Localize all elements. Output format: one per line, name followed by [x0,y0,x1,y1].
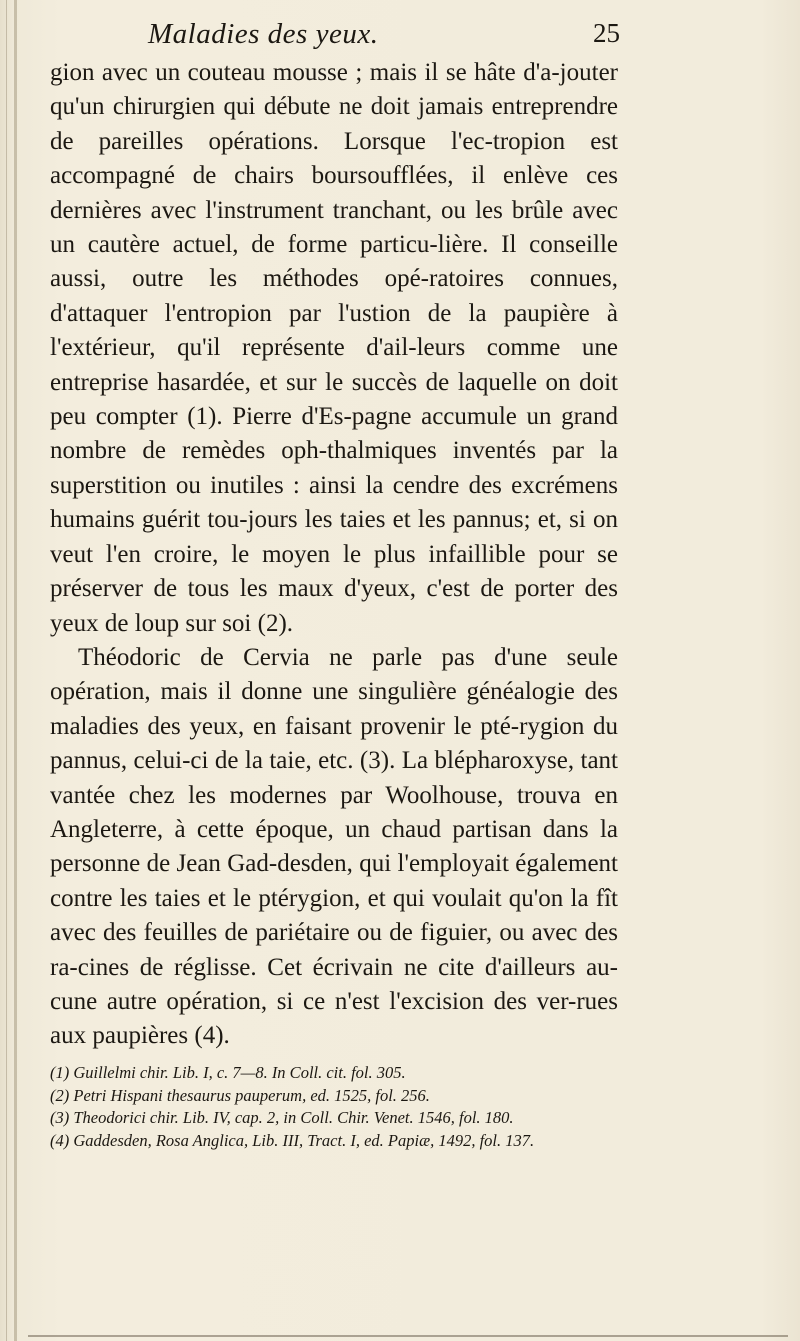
footnote: (4) Gaddesden, Rosa Anglica, Lib. III, Tract. I, ed. Papiæ, 1492, fol. 137. [50,1130,535,1150]
page-gutter-line [14,0,17,1341]
page-header [148,18,620,58]
footnote: (3) Theodorici chir. Lib. IV, cap. 2, in Coll. Chir. Venet. 1546, fol. 180. [50,1108,514,1127]
footnote: (1) Guillelmi chir. Lib. I, c. 7—8. In Coll. cit. fol. 305. [50,1063,406,1082]
paragraph: Théodoric de Cervia ne parle pas d'une seule opération, mais il donne une singulière généalogie des maladies des yeux, en faisant provenir le pté-rygion du pannus, celui-ci de la taie, etc. (3). La blépharoxyse, tant vantée chez les modernes par Woolhouse, trouva en Angleterre, à cette époque, un chaud partisan dans la personne de Jean Gad-desden, qui l'employait également contre les taies et le ptérygion, et qui voulait qu'on la fît avec des feuilles de pariétaire ou de figuier, ou avec des ra-cines de réglisse. Cet écrivain ne cite d'ailleurs au-cune autre opération, si ce n'est l'excision des ver-rues aux paupières (4). [50,643,618,1050]
footnote: (2) Petri Hispani thesaurus pauperum, ed. 1525, fol. 256. [50,1085,430,1105]
page-number: 25 [593,18,620,48]
page-bottom-edge [28,1335,788,1337]
running-title: Maladies des yeux. [148,18,379,50]
footnotes [50,1062,622,1152]
main-text [50,56,618,1054]
paragraph: gion avec un couteau mousse ; mais il se hâte d'a-jouter qu'un chirurgien qui débute ne doit jamais entreprendre de pareilles opérations. Lorsque l'ec-tropion est accompagné de chairs boursoufflées, il enlève ces dernières avec l'instrument tranchant, ou les brûle avec un cautère actuel, de forme particu-lière. Il conseille aussi, outre les méthodes opé-ratoires connues, d'attaquer l'entropion par l'ustion de la paupière à l'extérieur, qu'il représente d'ail-leurs comme une entreprise hasardée, et sur le succès de laquelle on doit peu compter (1). Pierre d'Es-pagne accumule un grand nombre de remèdes oph-thalmiques inventés par la superstition ou inutiles : ainsi la cendre des excrémens humains guérit tou-jours les taies et les pannus; et, si on veut l'en croire, le moyen le plus infaillible pour se préserver de tous les maux d'yeux, c'est de porter des yeux de loup sur soi (2). [50,59,618,637]
page-edge-line [6,0,7,1341]
